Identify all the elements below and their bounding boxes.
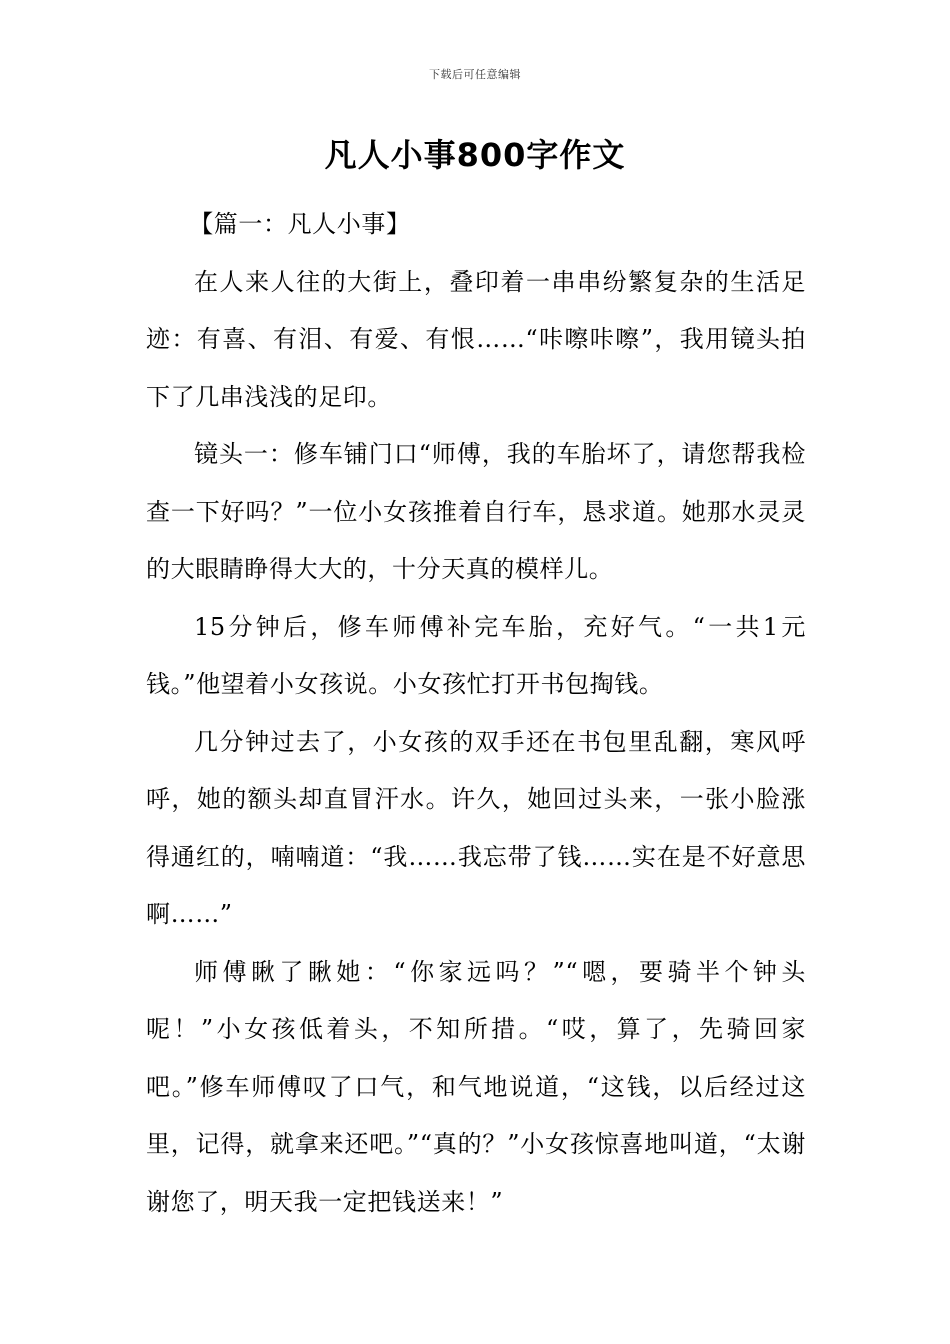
- document-title: 凡人小事800字作文: [324, 136, 626, 174]
- article-body: [146, 196, 806, 1231]
- section-heading: 【篇一：凡人小事】: [189, 210, 411, 238]
- header-note: 下载后可任意编辑: [429, 68, 521, 81]
- paragraph: 15分钟后，修车师傅补完车胎，充好气。“一共1元钱。”他望着小女孩说。小女孩忙打开书包掏钱。: [146, 612, 806, 698]
- paragraph: 镜头一：修车铺门口“师傅，我的车胎坏了，请您帮我检查一下好吗？”一位小女孩推着自行车，恳求道。她那水灵灵的大眼睛睁得大大的，十分天真的模样儿。: [146, 440, 806, 583]
- paragraph: 几分钟过去了，小女孩的双手还在书包里乱翻，寒风呼呼，她的额头却直冒汗水。许久，她回过头来，一张小脸涨得通红的，喃喃道：“我……我忘带了钱……实在是不好意思啊……”: [146, 727, 806, 928]
- paragraph: 在人来人往的大街上，叠印着一串串纷繁复杂的生活足迹：有喜、有泪、有爱、有恨……“咔嚓咔嚓”，我用镜头拍下了几串浅浅的足印。: [146, 267, 806, 411]
- paragraph: 师傅瞅了瞅她：“你家远吗？”“嗯，要骑半个钟头呢！”小女孩低着头，不知所措。“哎，算了，先骑回家吧。”修车师傅叹了口气，和气地说道，“这钱，以后经过这里，记得，就拿来还吧。”“真的？”小女孩惊喜地叫道，“太谢谢您了，明天我一定把钱送来！”: [146, 957, 806, 1216]
